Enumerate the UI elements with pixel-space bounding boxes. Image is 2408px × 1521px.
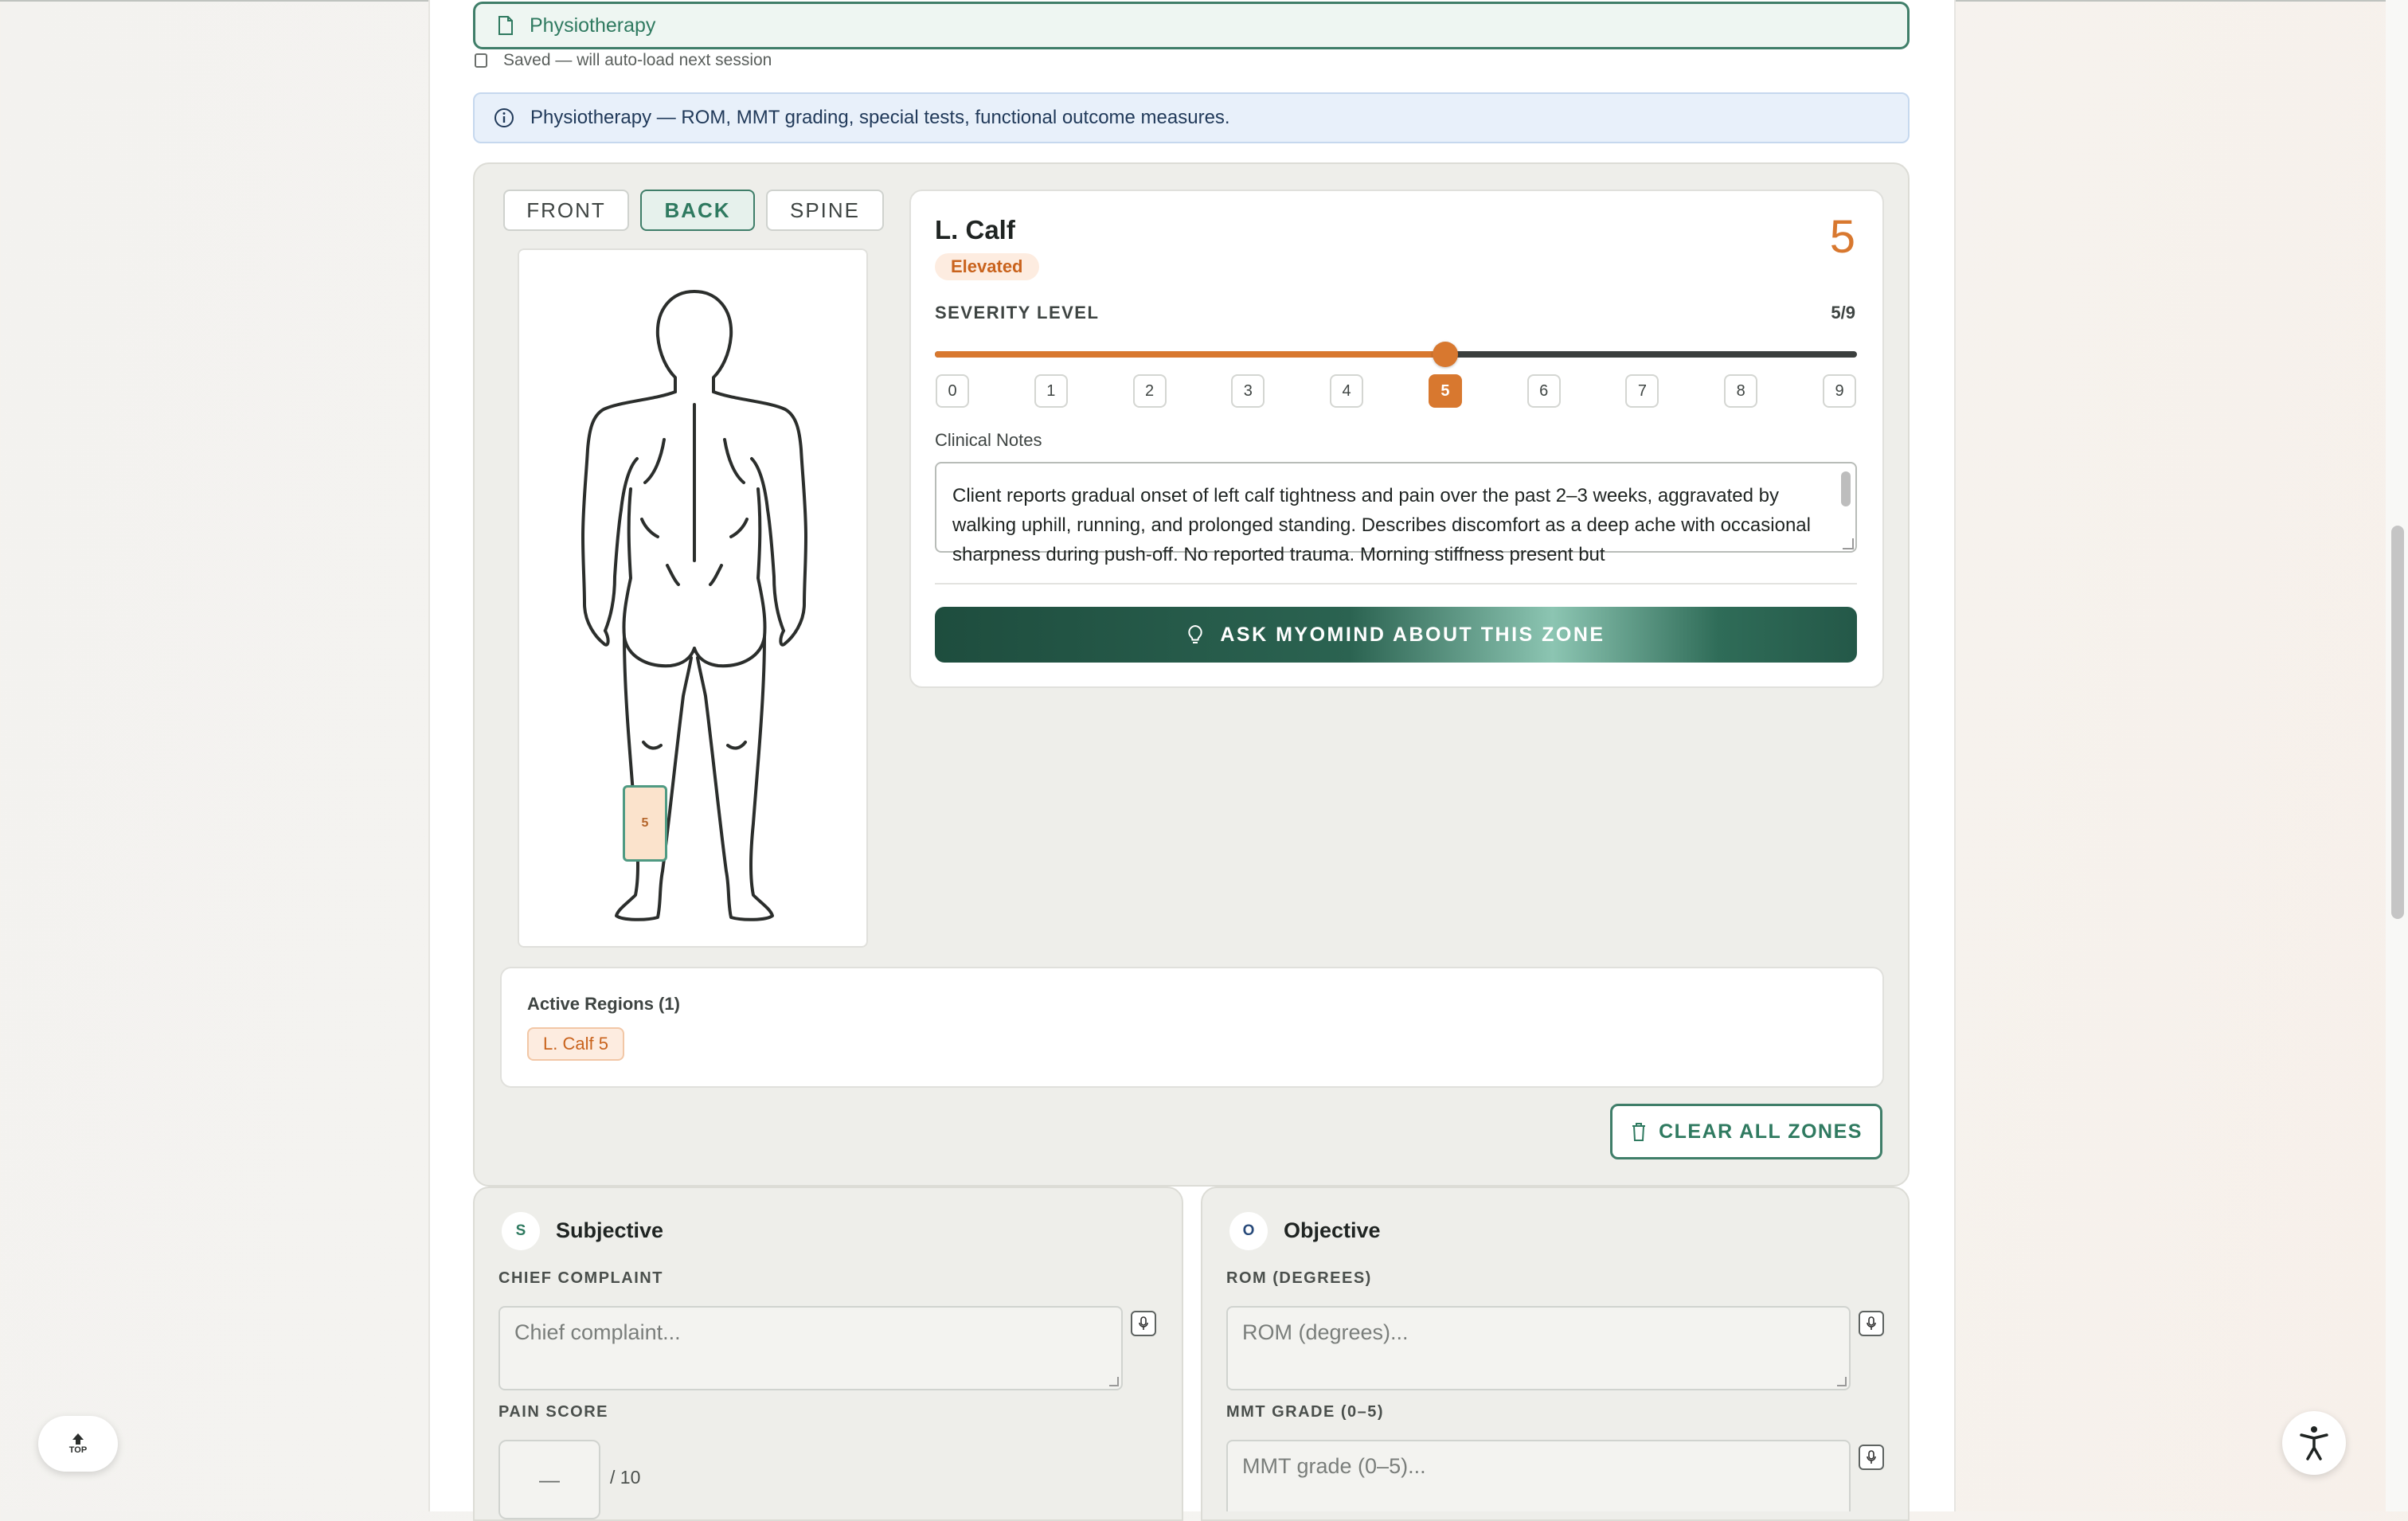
clinical-notes-text: Client reports gradual onset of left calf tightness and pain over the past 2–3 weeks, aggravated by walking uphill, running, and prolonged standing. Describes discomfort as a deep ache with occasional sharpness during push-off. No reported trauma. Morning stiffness present but [952,485,1811,565]
ask-myomind-button[interactable]: ASK MYOMIND ABOUT THIS ZONE [935,607,1857,663]
rom-label: ROM (DEGREES) [1226,1269,1372,1287]
resize-handle-icon[interactable] [1837,1377,1847,1386]
severity-step-2[interactable]: 2 [1133,374,1167,408]
severity-slider-fill [935,351,1445,358]
status-badge: Elevated [935,253,1039,280]
microphone-icon [1866,1450,1877,1464]
view-tabs [503,190,884,231]
active-regions-title: Active Regions (1) [527,994,680,1014]
saved-checkbox-icon [475,53,487,68]
subjective-letter-icon: S [502,1212,540,1250]
pain-score-input[interactable]: — [498,1440,600,1519]
zone-marker-l-calf[interactable]: 5 [623,785,667,862]
file-icon [498,16,514,35]
severity-step-4[interactable]: 4 [1330,374,1363,408]
chief-complaint-input[interactable]: Chief complaint... [498,1306,1123,1390]
chief-complaint-label: CHIEF COMPLAINT [498,1269,663,1287]
accessibility-button[interactable] [2282,1411,2346,1475]
subjective-title: Subjective [556,1218,664,1242]
severity-step-7[interactable]: 7 [1625,374,1659,408]
severity-label: SEVERITY LEVEL [935,303,1100,323]
severity-steps [935,374,1857,408]
page-scrollbar[interactable] [2386,0,2408,1511]
zone-score: 5 [1829,211,1855,263]
body-figure-panel [518,248,868,948]
page-scrollbar-thumb[interactable] [2391,526,2404,919]
severity-step-8[interactable]: 8 [1724,374,1757,408]
tab-back[interactable]: BACK [640,190,755,231]
notes-scrollbar[interactable] [1841,471,1851,506]
pain-score-label: PAIN SCORE [498,1403,608,1421]
accessibility-icon [2297,1424,2332,1462]
severity-step-3[interactable]: 3 [1231,374,1265,408]
mmt-input[interactable]: MMT grade (0–5)... [1226,1440,1851,1511]
mmt-label: MMT GRADE (0–5) [1226,1403,1385,1421]
severity-step-9[interactable]: 9 [1823,374,1856,408]
template-name-field[interactable] [473,2,1910,49]
saved-note: Saved — will auto-load next session [475,49,772,72]
region-chip[interactable]: L. Calf 5 [527,1027,624,1061]
info-banner-text: Physiotherapy — ROM, MMT grading, special tests, functional outcome measures. [530,107,1230,128]
info-icon [494,108,514,128]
severity-slider[interactable] [935,351,1857,358]
info-banner [473,92,1910,143]
dictate-button[interactable] [1131,1311,1156,1336]
resize-handle-icon[interactable] [1109,1377,1119,1386]
arrow-up-icon [71,1433,85,1445]
severity-step-0[interactable]: 0 [936,374,969,408]
severity-slider-thumb[interactable] [1433,342,1458,367]
pain-score-suffix: / 10 [610,1467,641,1488]
severity-step-5[interactable]: 5 [1429,374,1462,408]
active-regions-panel [500,967,1884,1088]
objective-letter-icon: O [1229,1212,1268,1250]
clear-all-zones-button[interactable]: CLEAR ALL ZONES [1610,1104,1882,1159]
severity-step-1[interactable]: 1 [1034,374,1068,408]
lightbulb-icon [1186,624,1204,645]
dictate-button[interactable] [1859,1311,1884,1336]
tab-front[interactable]: FRONT [503,190,629,231]
trash-icon [1630,1121,1648,1142]
body-back-figure[interactable] [519,250,870,949]
divider [935,583,1857,585]
microphone-icon [1866,1316,1877,1331]
clinical-notes-label: Clinical Notes [935,430,1042,450]
tab-spine[interactable]: SPINE [766,190,884,231]
microphone-icon [1138,1316,1149,1331]
objective-title: Objective [1284,1218,1381,1242]
resize-handle-icon[interactable] [1843,538,1854,549]
severity-ratio: 5/9 [1831,303,1855,323]
severity-step-6[interactable]: 6 [1527,374,1561,408]
zone-title: L. Calf [935,215,1015,244]
template-name: Physiotherapy [530,14,656,37]
scroll-to-top-button[interactable]: TOP [38,1416,118,1472]
clinical-notes-textarea[interactable] [935,462,1857,565]
dictate-button[interactable] [1859,1445,1884,1470]
rom-input[interactable]: ROM (degrees)... [1226,1306,1851,1390]
